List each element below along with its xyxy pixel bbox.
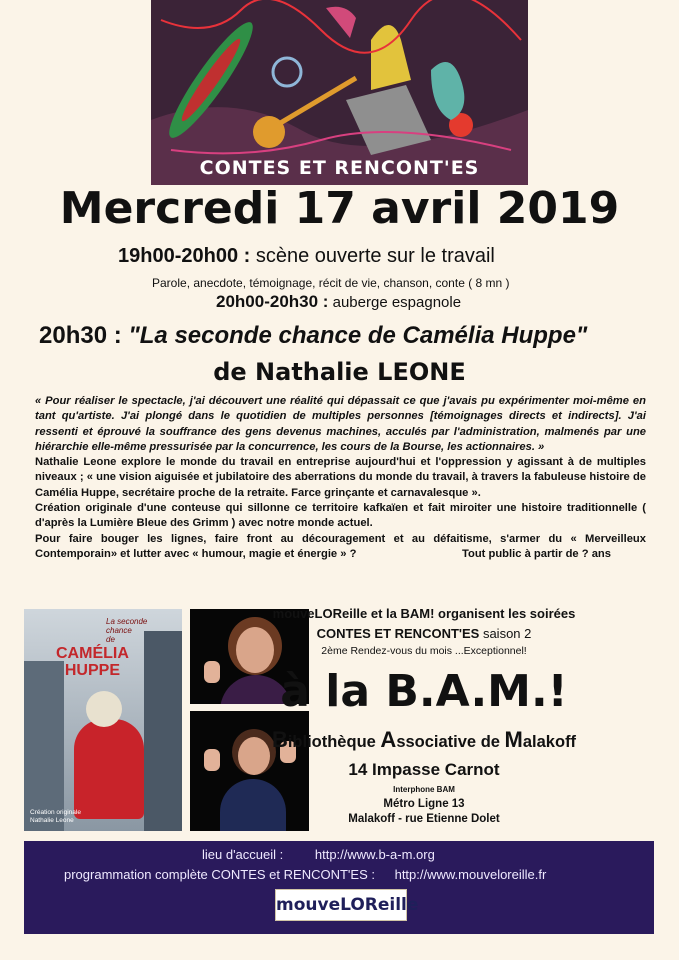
venue-title: à la B.A.M.!: [280, 666, 568, 717]
poster-credit-1: Création originale: [30, 809, 81, 816]
venue-link[interactable]: http://www.b-a-m.org: [314, 847, 435, 862]
series-name: CONTES ET RENCONT'ES: [316, 626, 480, 641]
poster-credit: [30, 809, 81, 825]
description-paragraph-2: Création originale d'une conteuse qui sillonne ce territoire kafkaïen et fait miroiter une histoire traditionnelle ( d'après la Lumière Bleue des Grimm ) avec notre monde actuel.: [35, 502, 646, 530]
library-initial-m: M: [504, 727, 523, 752]
library-name: [193, 727, 655, 753]
footer-venue-line: [202, 847, 435, 862]
show-poster: [24, 609, 182, 831]
author-quote: « Pour réaliser le spectacle, j'ai découvert une réalité qui dépassait ce que j'avais pu expérimenter moi-même en tant qu'artiste. J'ai plongé dans le quotidien de multiples personnes [témoignages directs et indirects]. J'ai ressenti et éprouvé la souffrance des gens devenus machines, acculés par l'administration, malmenés par une hiérarchie elle-même pressurisée par la concurrence, les cours de la Bourse, les actionnaires. »: [35, 395, 646, 453]
logo-text: mouveLOReille: [276, 895, 419, 915]
library-word-2: ssociative de: [396, 733, 505, 751]
organizers-line: mouveLOReille et la BAM! organisent les soirées: [272, 606, 576, 621]
show-author: de Nathalie LEONE: [213, 358, 466, 386]
series-season: saison 2: [482, 626, 532, 641]
poster-subtitle: [106, 617, 147, 644]
description-paragraph-1: Nathalie Leone explore le monde du travail en entreprise aujourd'hui et l'oppression y agissant à de multiples niveaux ; « une vision aiguisée et jubilatoire des aberrations du monde du travail, à travers la fabuleuse histoire de Camélia Huppe, secrétaire proche de la retraite. Farce grinçante et carnavalesque ».: [35, 456, 646, 499]
footer-program-label: programmation complète CONTES et RENCONT'ES :: [64, 867, 375, 882]
program-link[interactable]: http://www.mouveloreille.fr: [394, 867, 547, 882]
library-initial-a: A: [380, 727, 397, 752]
mouveloreille-logo: [275, 889, 419, 921]
poster-line-3: de: [106, 635, 115, 644]
description-paragraph-3: [35, 532, 646, 563]
show-heading: [39, 322, 587, 350]
poster-line-2: chance: [106, 626, 132, 635]
slot-1-detail: Parole, anecdote, témoignage, récit de vie, chanson, conte ( 8 mn ): [152, 276, 510, 290]
library-word-1: ibliothèque: [287, 733, 381, 751]
description-paragraph-3-text: Pour faire bouger les lignes, faire front au découragement et au défaitisme, s'armer du « Merveilleux Contemporain» et lutter avec « humour, magie et énergie » ?: [35, 532, 646, 560]
show-time: 20h30 :: [39, 322, 122, 349]
slot-1-time: 19h00-20h00 :: [118, 245, 251, 267]
slot-1-label: scène ouverte sur le travail: [255, 245, 495, 267]
slot-2-label: auberge espagnole: [332, 294, 462, 311]
footer-program-line: [64, 867, 546, 882]
poster-name-1: CAMÉLIA: [56, 645, 129, 662]
library-word-3: alakoff: [522, 733, 577, 751]
schedule-slot-1: [118, 245, 495, 268]
slot-2-time: 20h00-20h30 :: [216, 292, 329, 311]
poster-name-2: HUPPE: [64, 662, 120, 679]
interphone: Interphone BAM: [393, 785, 455, 794]
schedule-slot-2: [216, 292, 461, 312]
footer-band: [24, 841, 654, 934]
metro-line: Métro Ligne 13: [383, 798, 465, 810]
town-street: Malakoff - rue Etienne Dolet: [348, 813, 500, 825]
rendezvous-note: 2ème Rendez-vous du mois ...Exceptionnel!: [321, 645, 527, 657]
banner-title: CONTES ET RENCONT'ES: [199, 157, 480, 179]
audience-note: Tout public à partir de ? ans: [462, 547, 611, 560]
series-line: [193, 626, 655, 641]
banner-illustration: [151, 0, 528, 185]
poster-line-1: La seconde: [106, 617, 148, 626]
library-initial-b: B: [271, 727, 288, 752]
poster-title: [56, 645, 129, 679]
poster-credit-2: Nathalie Leone: [30, 817, 74, 824]
poster-figure-head: [86, 691, 122, 727]
address: 14 Impasse Carnot: [348, 760, 500, 779]
poster-figure: [74, 719, 144, 819]
event-date: Mercredi 17 avril 2019: [59, 183, 620, 234]
footer-venue-label: lieu d'accueil :: [202, 847, 284, 862]
show-title: "La seconde chance de Camélia Huppe": [128, 322, 588, 349]
description-block: [35, 394, 646, 562]
